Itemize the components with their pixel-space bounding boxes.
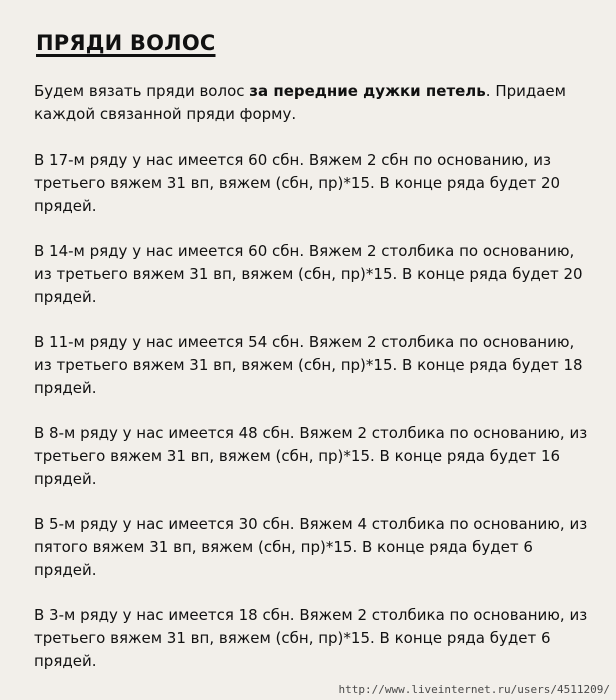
- row-5-paragraph: В 5-м ряду у нас имеется 30 сбн. Вяжем 4 столбика по основанию, из пятого вяжем 31 вп, вяжем (сбн, пр)*15. В конце ряда будет 6 прядей.: [34, 515, 588, 579]
- page-title: ПРЯДИ ВОЛОС: [36, 31, 216, 55]
- document-page: [34, 28, 594, 695]
- intro-text-bold: за передние дужки петель: [249, 82, 486, 100]
- intro-text-after: . Придаем каждой связанной пряди форму.: [34, 82, 566, 123]
- row-14-paragraph: В 14-м ряду у нас имеется 60 сбн. Вяжем 2 столбика по основанию, из третьего вяжем 31 вп, вяжем (сбн, пр)*15. В конце ряда будет 20 прядей.: [34, 242, 583, 306]
- row-8-paragraph: В 8-м ряду у нас имеется 48 сбн. Вяжем 2 столбика по основанию, из третьего вяжем 31 вп, вяжем (сбн, пр)*15. В конце ряда будет 16 прядей.: [34, 424, 588, 488]
- source-watermark: http://www.liveinternet.ru/users/4511209/: [338, 683, 610, 696]
- row-17-paragraph: В 17-м ряду у нас имеется 60 сбн. Вяжем 2 сбн по основанию, из третьего вяжем 31 вп, вяжем (сбн, пр)*15. В конце ряда будет 20 прядей.: [34, 151, 561, 215]
- row-11-paragraph: В 11-м ряду у нас имеется 54 сбн. Вяжем 2 столбика по основанию, из третьего вяжем 31 вп, вяжем (сбн, пр)*15. В конце ряда будет 18 прядей.: [34, 333, 583, 397]
- intro-text-before: Будем вязать пряди волос: [34, 82, 250, 100]
- intro-paragraph: [34, 80, 594, 126]
- row-3-paragraph: В 3-м ряду у нас имеется 18 сбн. Вяжем 2 столбика по основанию, из третьего вяжем 31 вп, вяжем (сбн, пр)*15. В конце ряда будет 6 прядей.: [34, 606, 588, 670]
